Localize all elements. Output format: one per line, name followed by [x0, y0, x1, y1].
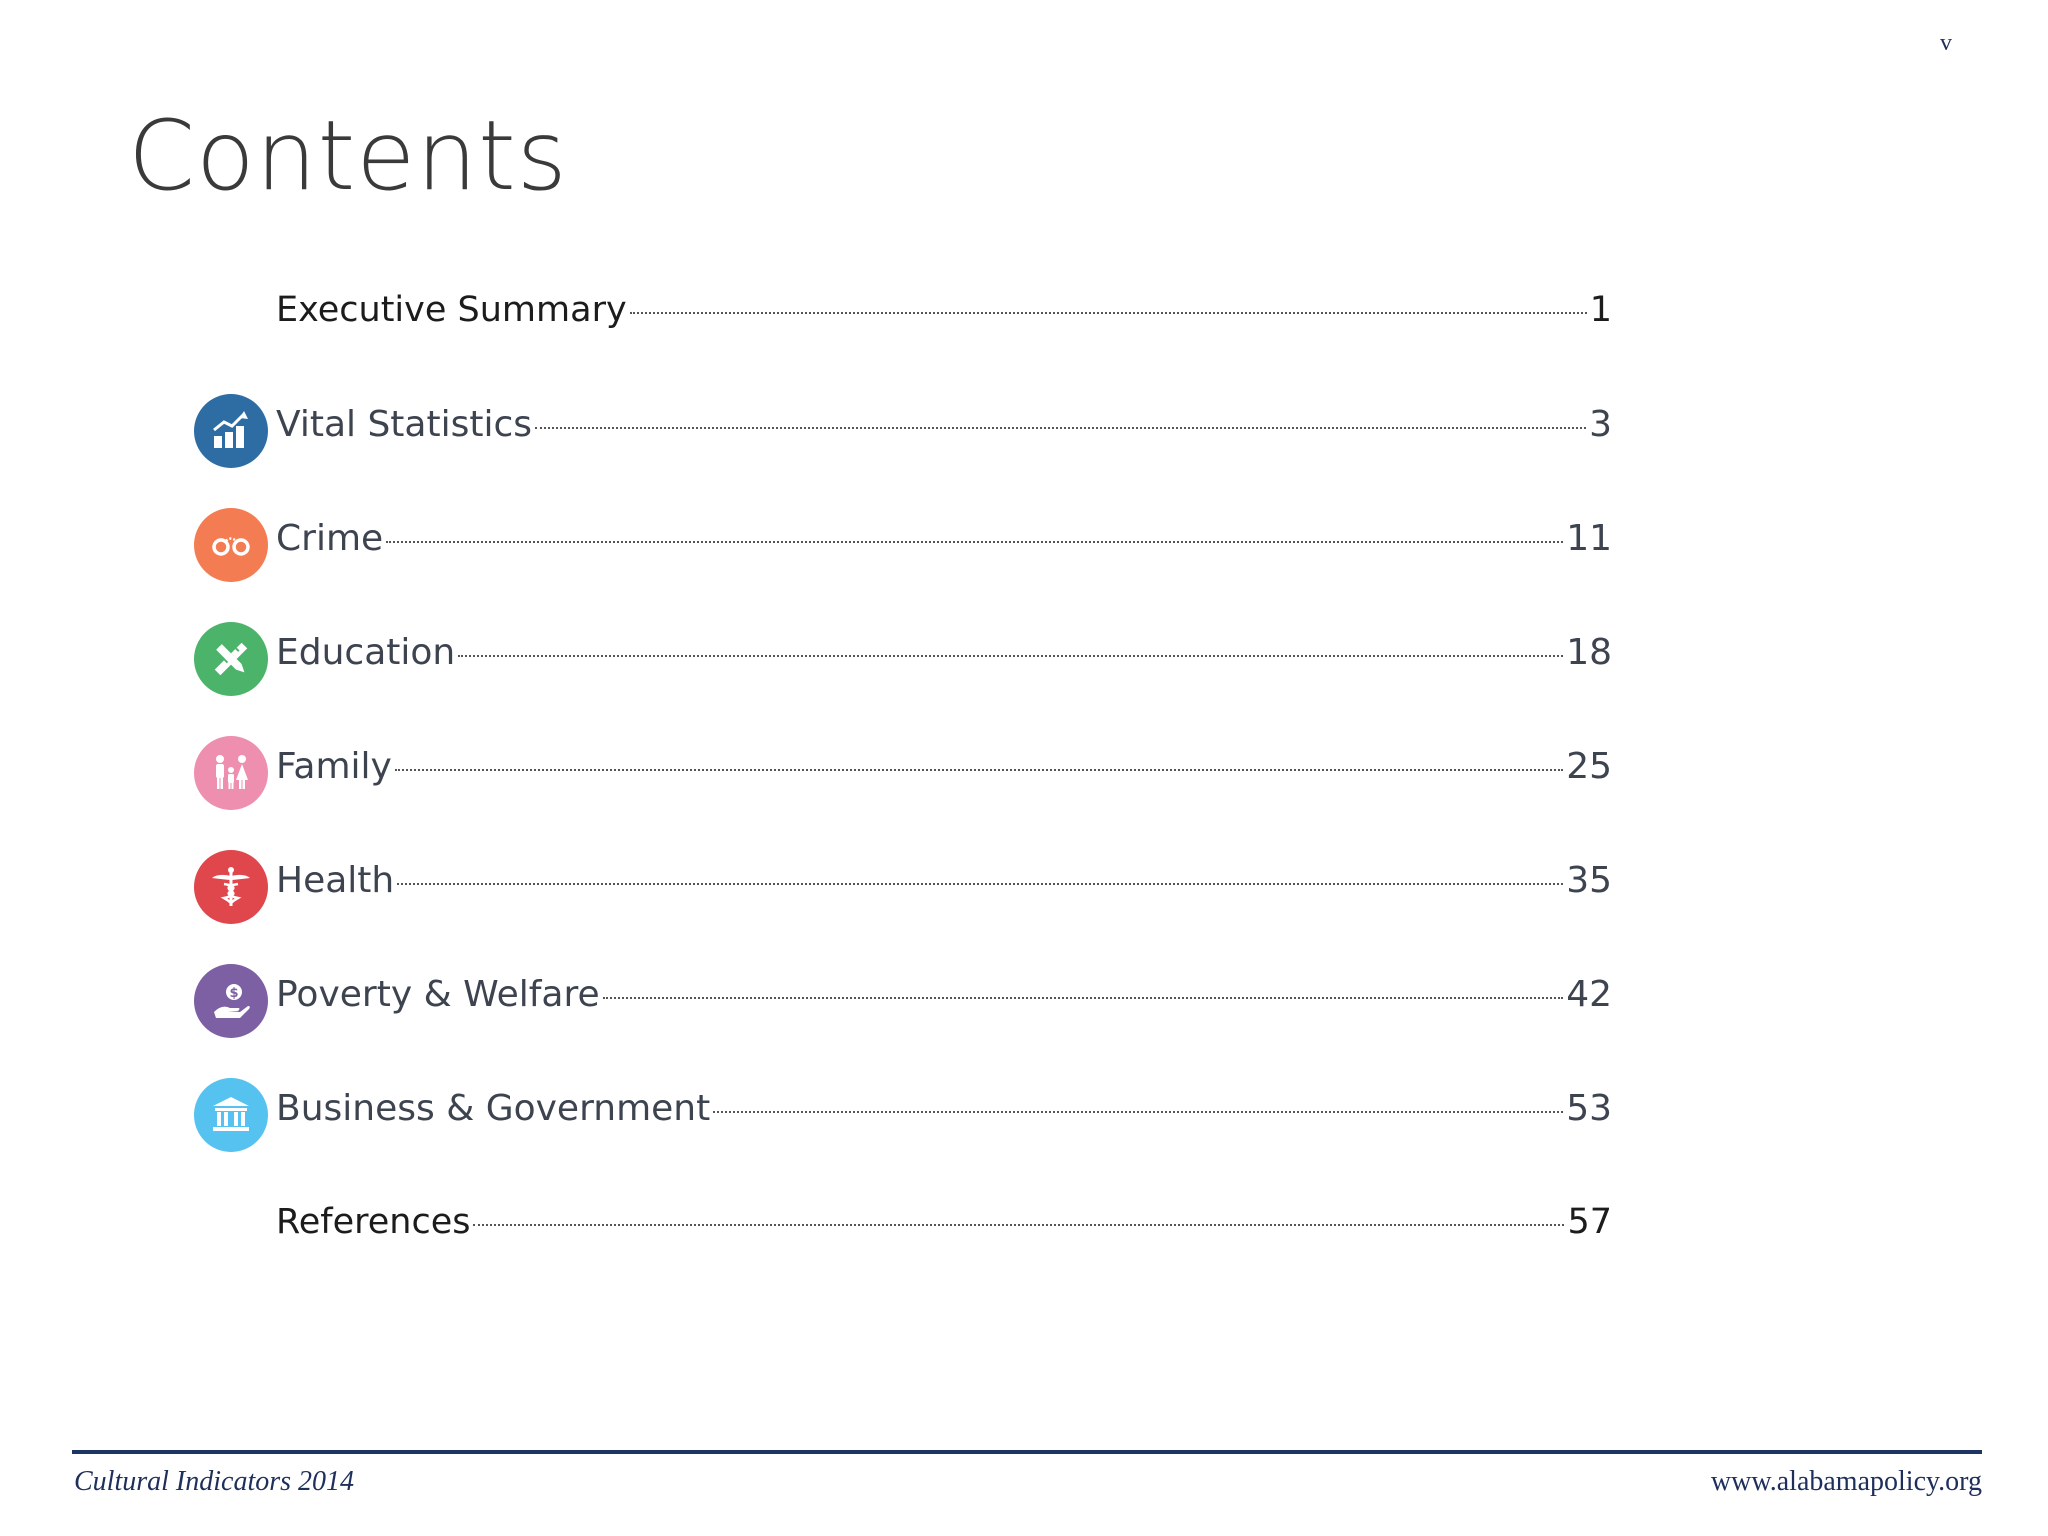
footer-website: www.alabamapolicy.org: [1710, 1466, 1982, 1497]
toc-entry-family[interactable]: [192, 736, 1612, 812]
toc-label: Poverty & Welfare: [276, 974, 600, 1015]
toc-label: Vital Statistics: [276, 404, 533, 445]
dot-leader: [397, 883, 1563, 885]
toc-label: Health: [276, 860, 395, 901]
toc-link[interactable]: [276, 860, 1612, 912]
footer-divider: [72, 1450, 1982, 1454]
toc-link[interactable]: [276, 290, 1612, 342]
toc-label: Crime: [276, 518, 384, 559]
toc-page-number: 18: [1566, 632, 1612, 673]
toc-link[interactable]: [276, 632, 1612, 684]
toc-label: Family: [276, 746, 392, 787]
chart-icon: [194, 394, 268, 468]
toc-page-number: 1: [1589, 290, 1612, 330]
toc-page-number: 57: [1567, 1202, 1612, 1242]
toc-label: References: [276, 1202, 471, 1242]
toc-label: Business & Government: [276, 1088, 711, 1129]
toc-entry-health[interactable]: [192, 850, 1612, 926]
money-hand-icon: [194, 964, 268, 1038]
dot-leader: [386, 541, 1563, 543]
dot-leader: [630, 312, 1587, 314]
toc-entry-crime[interactable]: [192, 508, 1612, 584]
toc-link[interactable]: [276, 1202, 1612, 1254]
toc-entry-executive-summary[interactable]: [192, 280, 1612, 356]
toc-page-number: 11: [1566, 518, 1612, 559]
toc-link[interactable]: [276, 518, 1612, 570]
toc-link[interactable]: [276, 1088, 1612, 1140]
toc-link[interactable]: [276, 974, 1612, 1026]
toc-page-number: 53: [1566, 1088, 1612, 1129]
toc-entry-education[interactable]: [192, 622, 1612, 698]
toc-page-number: 3: [1589, 404, 1612, 445]
toc-link[interactable]: [276, 404, 1612, 456]
dot-leader: [395, 769, 1563, 771]
page-title: Contents: [128, 100, 568, 212]
pencil-ruler-icon: [194, 622, 268, 696]
svg-text:$: $: [229, 986, 239, 1001]
toc-entry-references[interactable]: [192, 1192, 1612, 1268]
toc-label: Education: [276, 632, 456, 673]
family-icon: [194, 736, 268, 810]
toc-entry-vital-statistics[interactable]: [192, 394, 1612, 470]
dot-leader: [713, 1111, 1563, 1113]
toc-label: Executive Summary: [276, 290, 627, 330]
handcuffs-icon: [194, 508, 268, 582]
toc-page-number: 35: [1566, 860, 1612, 901]
caduceus-icon: [194, 850, 268, 924]
dot-leader: [603, 997, 1564, 999]
page-number: v: [1940, 30, 1952, 56]
footer-publication-title: Cultural Indicators 2014: [74, 1466, 355, 1497]
toc-link[interactable]: [276, 746, 1612, 798]
dot-leader: [458, 655, 1563, 657]
toc-page-number: 42: [1566, 974, 1612, 1015]
dot-leader: [535, 427, 1586, 429]
dot-leader: [473, 1224, 1564, 1226]
toc-entry-poverty-welfare[interactable]: [192, 964, 1612, 1040]
toc-page-number: 25: [1566, 746, 1612, 787]
government-building-icon: [194, 1078, 268, 1152]
toc-entry-business-government[interactable]: [192, 1078, 1612, 1154]
